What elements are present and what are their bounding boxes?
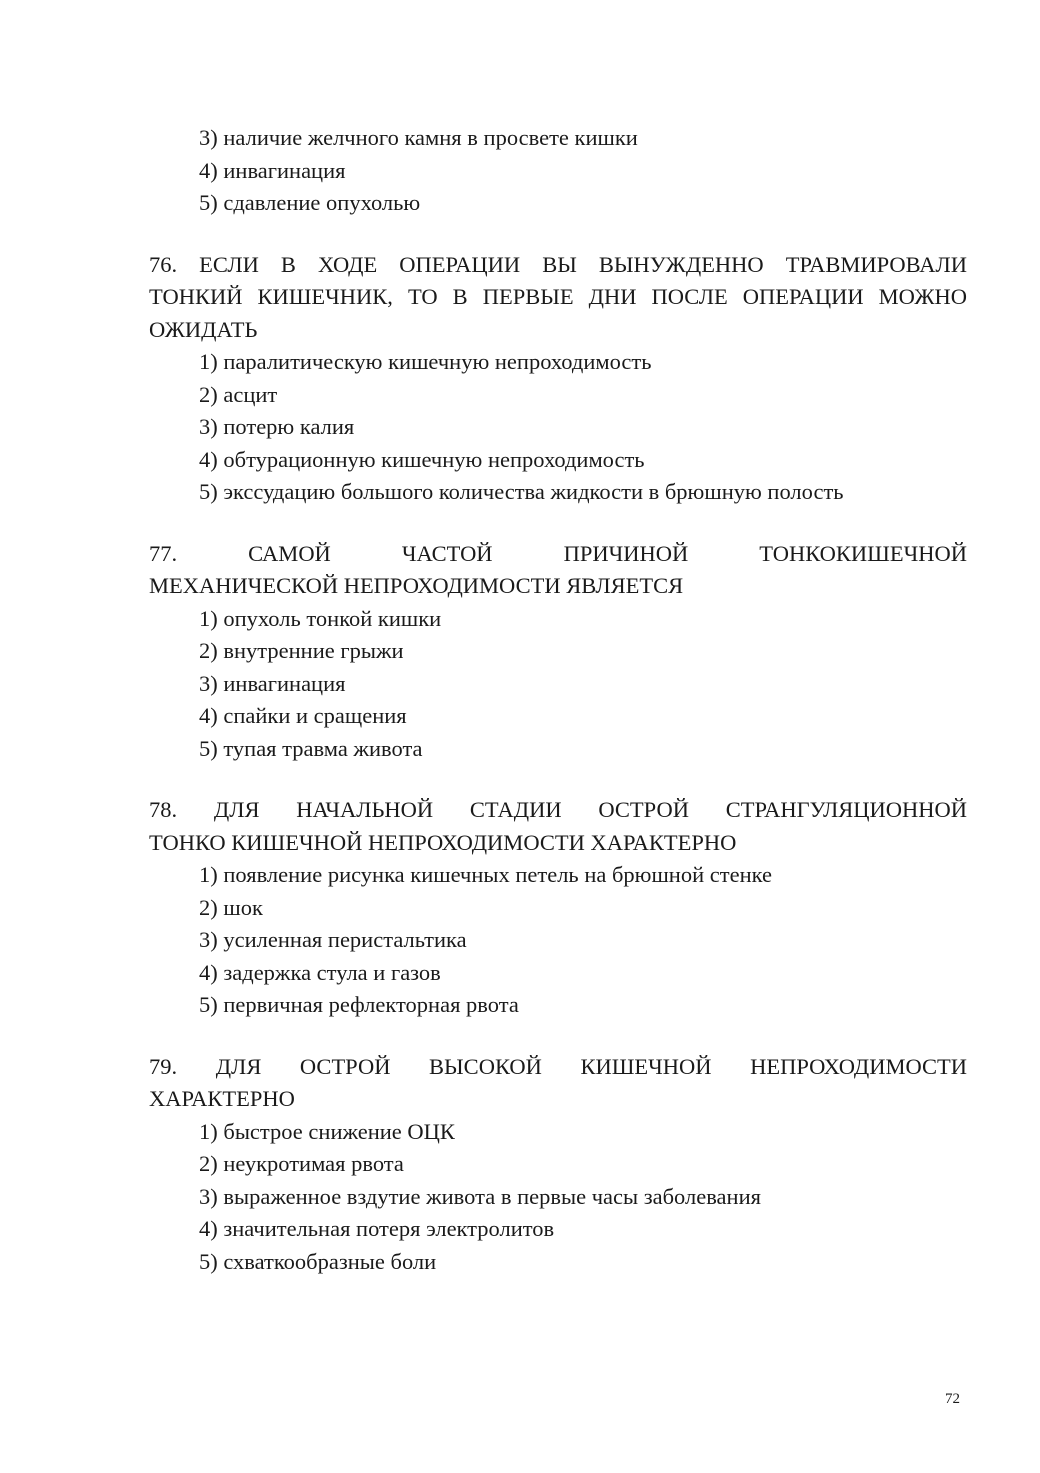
answer-option: 4) спайки и сращения (199, 703, 407, 728)
question-text-line: ТОНКО КИШЕЧНОЙ НЕПРОХОДИМОСТИ ХАРАКТЕРНО (149, 829, 737, 855)
answer-option: 2) шок (199, 894, 263, 920)
answer-option: 1) опухоль тонкой кишки (199, 605, 442, 631)
question-text-line: 78. ДЛЯ НАЧАЛЬНОЙ СТАДИИ ОСТРОЙ СТРАНГУЛЯЦИОННОЙ (149, 797, 967, 822)
question-76 (149, 249, 967, 509)
continued-question-options (149, 122, 967, 220)
question-text-line: ТОНКИЙ КИШЕЧНИК, ТО В ПЕРВЫЕ ДНИ ПОСЛЕ ОПЕРАЦИИ МОЖНО (149, 284, 967, 309)
answer-option: 5) тупая травма живота (199, 735, 423, 761)
answer-option: 4) инвагинация (199, 157, 346, 183)
question-text-line: 79. ДЛЯ ОСТРОЙ ВЫСОКОЙ КИШЕЧНОЙ НЕПРОХОДИМОСТИ (149, 1053, 967, 1079)
answer-option: 5) схваткообразные боли (199, 1248, 437, 1274)
answer-option: 3) потерю калия (199, 414, 355, 439)
question-text-line: 76. ЕСЛИ В ХОДЕ ОПЕРАЦИИ ВЫ ВЫНУЖДЕННО ТРАВМИРОВАЛИ (149, 251, 967, 277)
answer-option: 3) усиленная перистальтика (199, 927, 467, 952)
answer-option: 2) внутренние грыжи (199, 638, 404, 663)
question-79 (149, 1051, 967, 1279)
answer-option: 1) паралитическую кишечную непроходимость (199, 349, 652, 374)
document-page (149, 122, 967, 1278)
answer-option: 4) задержка стула и газов (199, 959, 441, 985)
answer-option: 5) первичная рефлекторная рвота (199, 992, 519, 1017)
question-78 (149, 794, 967, 1022)
answer-option: 3) инвагинация (199, 670, 346, 696)
answer-option: 3) наличие желчного камня в просвете кишки (199, 125, 638, 150)
answer-option: 2) неукротимая рвота (199, 1151, 404, 1176)
question-77 (149, 538, 967, 766)
answer-option: 1) быстрое снижение ОЦК (199, 1118, 455, 1144)
page-number: 72 (945, 1391, 960, 1407)
question-text-line: МЕХАНИЧЕСКОЙ НЕПРОХОДИМОСТИ ЯВЛЯЕТСЯ (149, 573, 684, 598)
answer-option: 4) обтурационную кишечную непроходимость (199, 446, 645, 472)
answer-option: 4) значительная потеря электролитов (199, 1216, 555, 1241)
answer-option: 5) экссудацию большого количества жидкости в брюшную полость (199, 479, 844, 504)
question-text-line: ХАРАКТЕРНО (149, 1086, 295, 1111)
answer-option: 2) асцит (199, 381, 278, 407)
answer-option: 1) появление рисунка кишечных петель на брюшной стенке (199, 862, 772, 887)
answer-option: 3) выраженное вздутие живота в первые часы заболевания (199, 1183, 761, 1209)
question-text-line: 77. САМОЙ ЧАСТОЙ ПРИЧИНОЙ ТОНКОКИШЕЧНОЙ (149, 540, 967, 566)
question-text-line: ОЖИДАТЬ (149, 316, 258, 342)
answer-option: 5) сдавление опухолью (199, 190, 421, 215)
